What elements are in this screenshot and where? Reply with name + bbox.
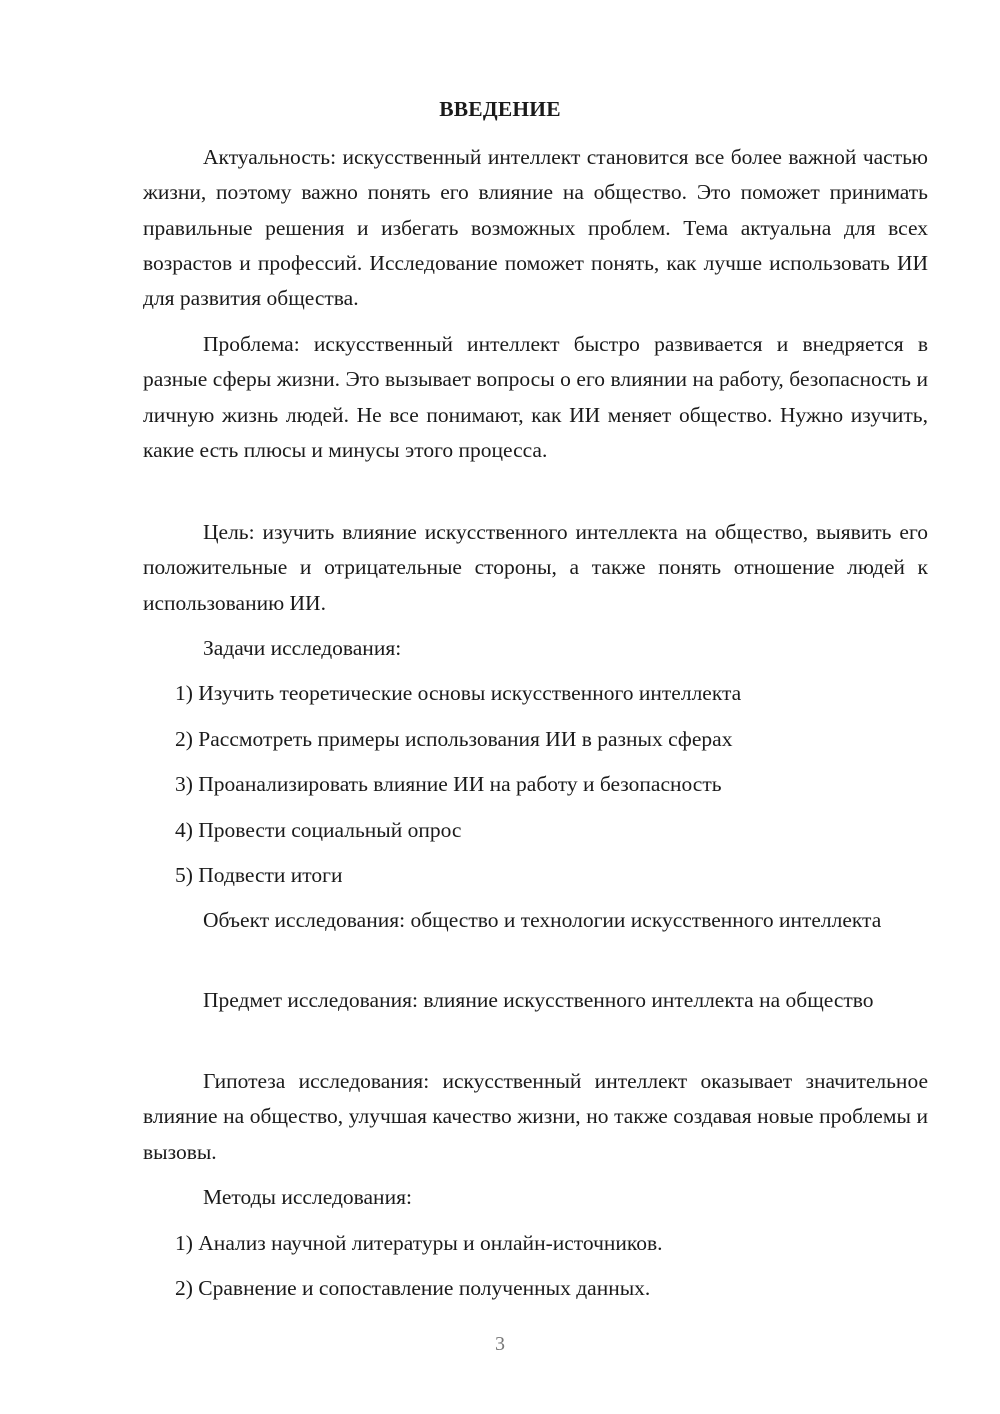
page-heading: ВВЕДЕНИЕ bbox=[439, 97, 561, 121]
paragraph-goal-text: Цель: изучить влияние искусственного интеллекта на общество, выявить его положительные и отрицательные стороны, а также понять отношение людей к использованию ИИ. bbox=[143, 520, 928, 615]
paragraph-subject-text: Предмет исследования: влияние искусственного интеллекта на общество bbox=[203, 988, 874, 1012]
paragraph-hypothesis bbox=[143, 1064, 928, 1170]
task-item: 4) Провести социальный опрос bbox=[175, 818, 462, 842]
methods-heading: Методы исследования: bbox=[203, 1185, 412, 1209]
task-item: 3) Проанализировать влияние ИИ на работу и безопасность bbox=[175, 772, 722, 796]
paragraph-object-text: Объект исследования: общество и технологии искусственного интеллекта bbox=[203, 908, 882, 932]
method-item: 1) Анализ научной литературы и онлайн-источников. bbox=[175, 1231, 663, 1255]
tasks-heading: Задачи исследования: bbox=[203, 636, 402, 660]
paragraph-subject bbox=[143, 983, 928, 1018]
paragraph-object bbox=[143, 903, 928, 938]
task-item: 2) Рассмотреть примеры использования ИИ в разных сферах bbox=[175, 727, 733, 751]
page-number: 3 bbox=[495, 1333, 505, 1355]
paragraph-problem bbox=[143, 327, 928, 468]
paragraph-goal bbox=[143, 515, 928, 621]
task-item: 1) Изучить теоретические основы искусственного интеллекта bbox=[175, 681, 742, 705]
paragraph-hypothesis-text: Гипотеза исследования: искусственный интеллект оказывает значительное влияние на общество, улучшая качество жизни, но также создавая новые проблемы и вызовы. bbox=[143, 1069, 928, 1164]
paragraph-relevance bbox=[143, 140, 928, 316]
method-item: 2) Сравнение и сопоставление полученных данных. bbox=[175, 1276, 651, 1300]
task-item: 5) Подвести итоги bbox=[175, 863, 343, 887]
paragraph-problem-text: Проблема: искусственный интеллект быстро развивается и внедряется в разные сферы жизни. Это вызывает вопросы о его влиянии на работу, безопасность и личную жизнь людей. Не все понимают, как ИИ меняет общество. Нужно изучить, какие есть плюсы и минусы этого процесса. bbox=[143, 332, 928, 462]
paragraph-relevance-text: Актуальность: искусственный интеллект становится все более важной частью жизни, поэтому важно понять его влияние на общество. Это поможет принимать правильные решения и избегать возможных проблем. Тема актуальна для всех возрастов и профессий. Исследование поможет понять, как лучше использовать ИИ для развития общества. bbox=[143, 145, 928, 311]
